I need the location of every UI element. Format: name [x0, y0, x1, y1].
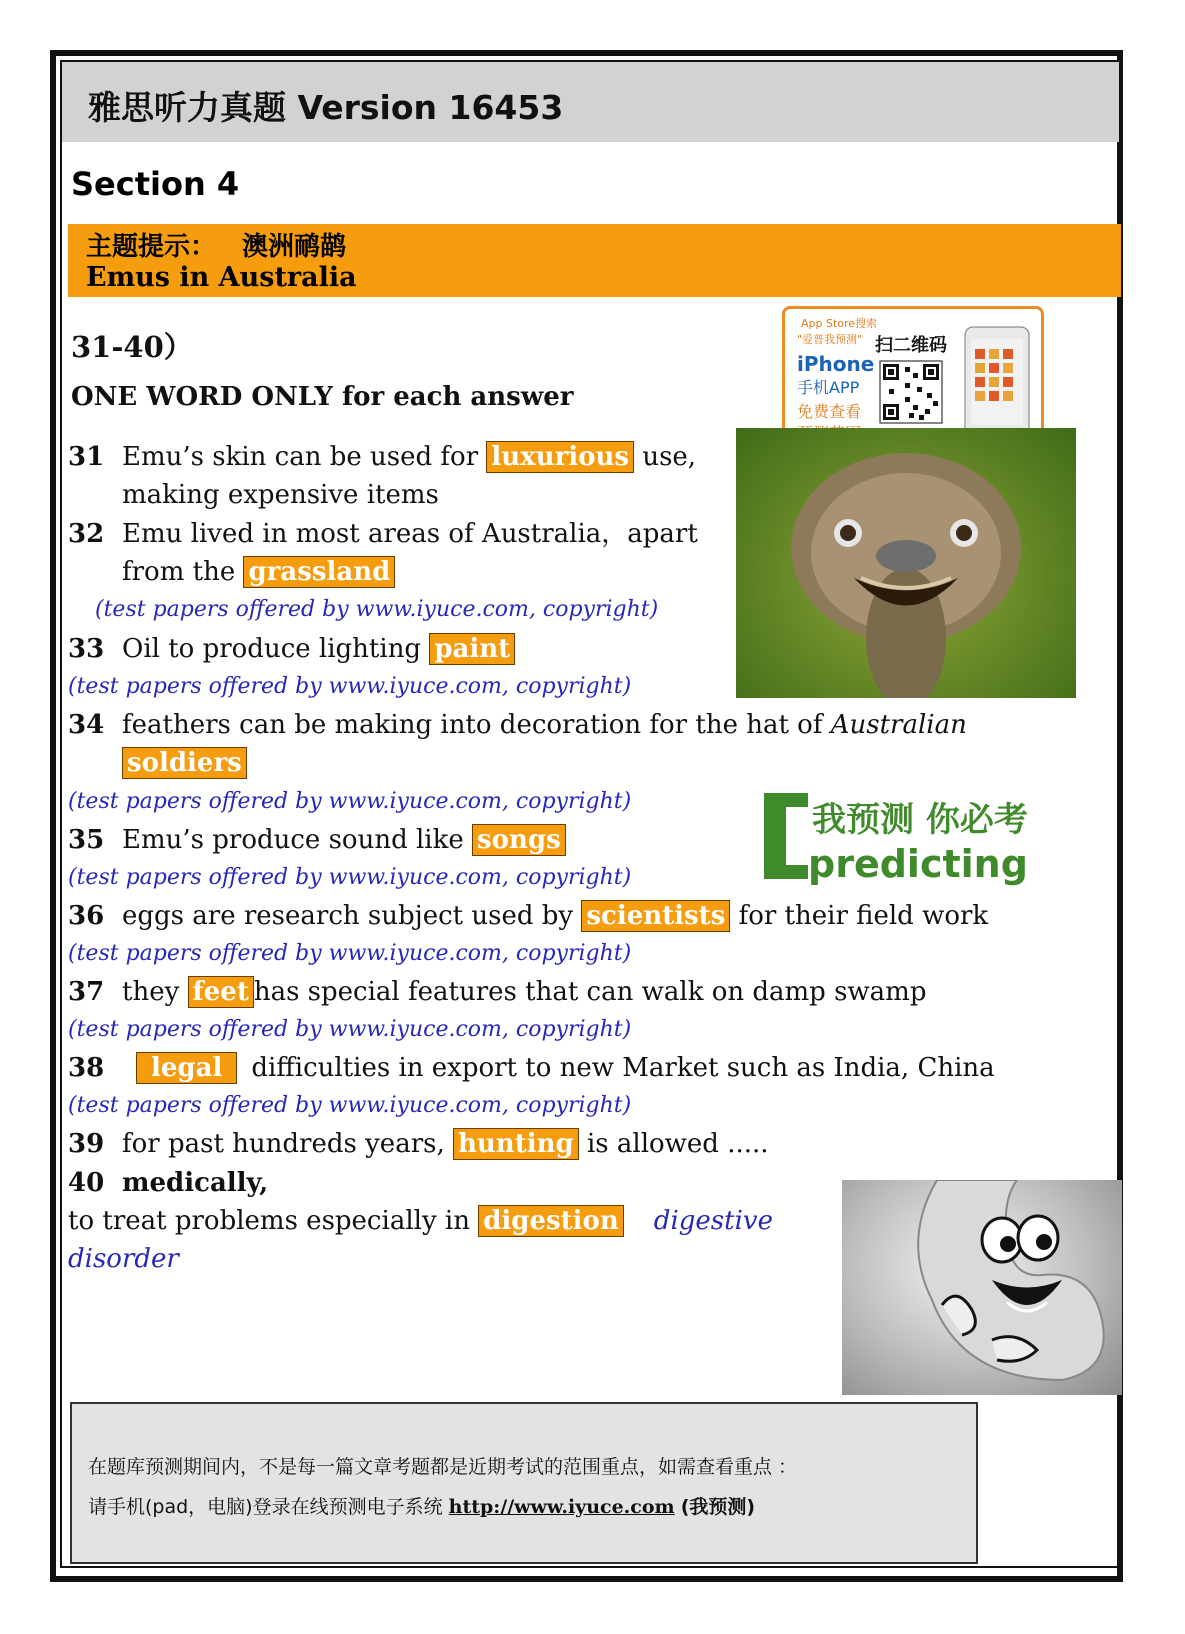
answer-box: scientists — [581, 900, 730, 932]
answer-box: paint — [429, 633, 515, 665]
copyright-note: (test papers offered by www.iyuce.com, copyright) — [95, 597, 659, 622]
answer-box: songs — [472, 824, 566, 856]
question-text: is allowed ..... — [578, 1129, 769, 1159]
question-text: difficulties in export to new Market such as India, China — [251, 1053, 995, 1083]
instruction: ONE WORD ONLY for each answer — [71, 382, 574, 412]
copyright-note: (test papers offered by www.iyuce.com, copyright) — [68, 674, 632, 699]
question-text: they — [122, 977, 188, 1007]
stomach-illustration — [842, 1180, 1122, 1395]
answer-box: digestion — [478, 1205, 624, 1237]
question-34-cont — [122, 746, 247, 780]
question-text: Emu’s produce sound like — [122, 825, 473, 855]
svg-text:扫二维码: 扫二维码 — [875, 335, 947, 356]
topic-chinese — [86, 226, 346, 263]
footer-line-1: 在题库预测期间内，不是每一篇文章考题都是近期考试的范围重点，如需查看重点 ： — [88, 1456, 798, 1478]
svg-text:predicting: predicting — [808, 842, 1028, 886]
topic-label: 主题提示： — [86, 232, 217, 262]
predicting-logo — [762, 785, 1047, 890]
copyright-note: (test papers offered by www.iyuce.com, copyright) — [68, 1017, 632, 1042]
question-number: 37 — [68, 977, 105, 1007]
copyright-note: (test papers offered by www.iyuce.com, copyright) — [68, 789, 632, 814]
svg-text:iPhone: iPhone — [797, 352, 875, 376]
footer-link[interactable]: http://www.iyuce.com — [448, 1496, 675, 1518]
question-40-cont — [68, 1204, 773, 1238]
svg-text:"爱普我预测": "爱普我预测" — [797, 333, 863, 346]
answer-box: grassland — [243, 556, 395, 588]
svg-text:App Store搜索: App Store搜索 — [801, 317, 878, 330]
question-text: feathers can be making into decoration for the hat of — [122, 710, 831, 740]
copyright-note: (test papers offered by www.iyuce.com, copyright) — [68, 941, 632, 966]
question-32-cont — [122, 555, 395, 589]
topic-english: Emus in Australia — [86, 262, 357, 293]
question-text: to treat problems especially in — [68, 1206, 479, 1236]
question-number: 35 — [68, 825, 105, 855]
question-37 — [68, 975, 926, 1009]
footer-box — [70, 1402, 978, 1564]
question-number: 32 — [68, 519, 105, 549]
question-35 — [68, 823, 566, 857]
question-number: 40 — [68, 1168, 105, 1198]
question-number: 36 — [68, 901, 105, 931]
question-text: for past hundreds years, — [122, 1129, 453, 1159]
emu-illustration — [736, 428, 1076, 698]
topic-cn-text: 澳洲鸸鹋 — [242, 232, 347, 262]
answer-box: legal — [136, 1052, 237, 1084]
question-33 — [68, 632, 515, 666]
predicting-logo-graphic — [762, 785, 1047, 890]
phone-icon — [965, 327, 1029, 439]
question-text: has special features that can walk on damp swamp — [253, 977, 927, 1007]
question-number: 38 — [68, 1053, 105, 1083]
note-text: digestive — [653, 1206, 773, 1236]
question-text: eggs are research subject used by — [122, 901, 582, 931]
question-text: Emu’s skin can be used for — [122, 442, 487, 472]
note-text-cont: disorder — [68, 1244, 179, 1274]
question-34 — [68, 708, 967, 742]
answer-box: luxurious — [486, 441, 634, 473]
footer-text: 请手机(pad，电脑)登录在线预测电子系统 — [88, 1496, 443, 1518]
copyright-note: (test papers offered by www.iyuce.com, copyright) — [68, 1093, 632, 1118]
question-number: 34 — [68, 710, 105, 740]
question-range: 31-40） — [71, 330, 193, 364]
question-40 — [68, 1166, 268, 1200]
footer-line-2 — [88, 1492, 755, 1519]
question-39 — [68, 1127, 769, 1161]
section-heading: Section 4 — [71, 165, 240, 203]
question-text: from the — [122, 557, 244, 587]
question-text: Emu lived in most areas of Australia，apart — [122, 519, 698, 549]
question-36 — [68, 899, 988, 933]
question-31-cont: making expensive items — [122, 480, 439, 510]
answer-box: feet — [188, 976, 254, 1008]
question-text: Oil to produce lighting — [122, 634, 430, 664]
qr-code-icon — [880, 361, 942, 423]
question-number: 33 — [68, 634, 105, 664]
page-title: 雅思听力真题 Version 16453 — [88, 88, 564, 127]
question-38 — [68, 1051, 995, 1085]
question-number: 31 — [68, 442, 105, 472]
question-text-italic: Australian — [830, 710, 967, 740]
copyright-note: (test papers offered by www.iyuce.com, copyright) — [68, 865, 632, 890]
stomach-cartoon — [842, 1180, 1122, 1395]
question-31 — [68, 440, 696, 474]
question-number: 39 — [68, 1129, 105, 1159]
question-32 — [68, 517, 698, 551]
question-text: for their field work — [730, 901, 989, 931]
svg-text:手机APP: 手机APP — [797, 378, 860, 397]
question-text: use, — [634, 442, 697, 472]
question-text-bold: medically, — [122, 1168, 269, 1198]
answer-box: hunting — [453, 1128, 579, 1160]
answer-box: soldiers — [122, 747, 247, 779]
emu-photo — [736, 428, 1076, 698]
svg-text:我预测 你必考: 我预测 你必考 — [812, 800, 1028, 840]
svg-text:免费查看: 免费查看 — [797, 402, 862, 421]
footer-tail: (我预测) — [680, 1496, 756, 1518]
